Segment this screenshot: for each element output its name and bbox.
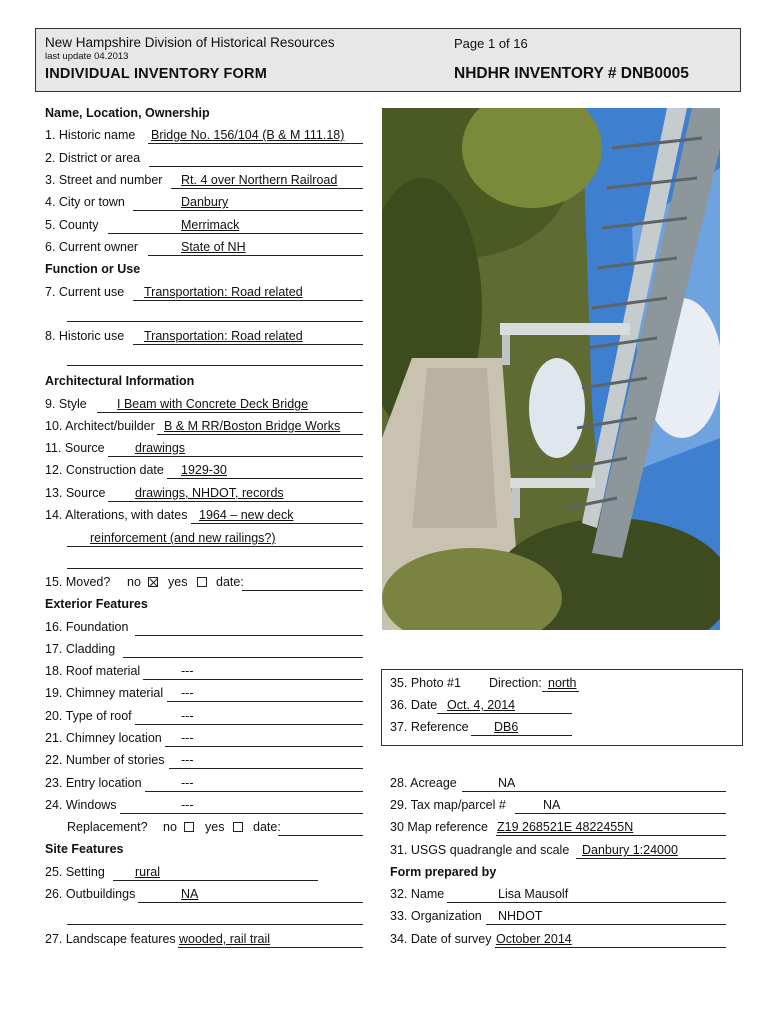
field-label: 31. USGS quadrangle and scale — [390, 843, 570, 857]
direction-value[interactable]: north — [548, 676, 577, 690]
field-value: Oct. 4, 2014 — [447, 698, 516, 712]
field-label: 1. Historic name — [45, 128, 136, 142]
field-current-owner[interactable] — [45, 240, 363, 257]
field-label: 13. Source — [45, 486, 106, 500]
field-acreage[interactable] — [390, 776, 726, 793]
field-value: Danbury 1:24000 — [582, 843, 678, 857]
field-preparer-name[interactable] — [390, 887, 726, 904]
field-value: NA — [181, 887, 199, 901]
field-value: wooded, rail trail — [179, 932, 271, 946]
field-architect[interactable] — [45, 419, 363, 436]
field-label: 11. Source — [45, 441, 105, 455]
field-label: 5. County — [45, 218, 99, 232]
section-architectural: Architectural Information — [45, 374, 195, 388]
field-setting[interactable] — [45, 865, 363, 882]
field-moved — [45, 575, 363, 592]
field-historic-use-cont[interactable] — [67, 350, 363, 367]
field-label: 16. Foundation — [45, 620, 129, 634]
field-value: NA — [498, 776, 516, 790]
field-value: 1964 – new deck — [199, 508, 294, 522]
section-site: Site Features — [45, 842, 124, 856]
field-type-of-roof[interactable] — [45, 709, 363, 726]
replacement-yes-checkbox[interactable] — [233, 822, 243, 832]
field-value: rural — [135, 865, 161, 879]
field-value: October 2014 — [496, 932, 572, 946]
field-value: --- — [181, 776, 194, 790]
field-label: 6. Current owner — [45, 240, 139, 254]
field-outbuildings-cont[interactable] — [67, 909, 363, 926]
form-header — [35, 28, 741, 92]
field-label: 32. Name — [390, 887, 445, 901]
inventory-number: NHDHR INVENTORY # DNB0005 — [454, 65, 689, 82]
field-label: 26. Outbuildings — [45, 887, 136, 901]
field-windows-replacement — [67, 820, 363, 837]
last-update: last update 04.2013 — [45, 51, 129, 62]
field-street[interactable] — [45, 173, 363, 190]
section-prepared-by: Form prepared by — [390, 865, 497, 879]
field-value: --- — [181, 753, 194, 767]
field-organization[interactable] — [390, 909, 726, 926]
field-label: 27. Landscape features — [45, 932, 176, 946]
replacement-yes-label: yes — [205, 820, 225, 834]
field-chimney-material[interactable] — [45, 686, 363, 703]
field-roof-material[interactable] — [45, 664, 363, 681]
field-value: Lisa Mausolf — [498, 887, 569, 901]
field-label: 35. Photo #1 — [390, 676, 461, 690]
field-value: Merrimack — [181, 218, 240, 232]
field-label: 33. Organization — [390, 909, 482, 923]
field-value: drawings, NHDOT, records — [135, 486, 284, 500]
field-value: --- — [181, 709, 194, 723]
replacement-no-checkbox[interactable] — [184, 822, 194, 832]
replacement-label: Replacement? — [67, 820, 148, 834]
field-value: --- — [181, 686, 194, 700]
field-label: 25. Setting — [45, 865, 105, 879]
field-value: Transportation: Road related — [144, 329, 303, 343]
field-label: 18. Roof material — [45, 664, 141, 678]
field-label: 34. Date of survey — [390, 932, 492, 946]
field-current-use-cont[interactable] — [67, 306, 363, 323]
field-value: Transportation: Road related — [144, 285, 303, 299]
page-number: Page 1 of 16 — [454, 36, 528, 51]
field-foundation[interactable] — [45, 620, 363, 637]
field-number-of-stories[interactable] — [45, 753, 363, 770]
field-value: drawings — [135, 441, 186, 455]
field-label: 15. Moved? — [45, 575, 111, 589]
field-value: I Beam with Concrete Deck Bridge — [117, 397, 309, 411]
section-name-location: Name, Location, Ownership — [45, 106, 210, 120]
replacement-date-input[interactable] — [278, 820, 363, 836]
field-value: B & M RR/Boston Bridge Works — [164, 419, 341, 433]
field-value: --- — [181, 664, 194, 678]
field-label: 8. Historic use — [45, 329, 125, 343]
replacement-date-label: date: — [253, 820, 281, 834]
field-label: 4. City or town — [45, 195, 125, 209]
field-construction-date[interactable] — [45, 463, 363, 480]
moved-yes-checkbox[interactable] — [197, 577, 207, 587]
field-map-reference[interactable] — [390, 820, 726, 837]
field-historic-name[interactable] — [45, 128, 363, 145]
field-label: 22. Number of stories — [45, 753, 165, 767]
field-label: 3. Street and number — [45, 173, 163, 187]
moved-no-label: no — [127, 575, 141, 589]
field-label: 12. Construction date — [45, 463, 164, 477]
field-label: 9. Style — [45, 397, 87, 411]
field-label: 17. Cladding — [45, 642, 116, 656]
field-entry-location[interactable] — [45, 776, 363, 793]
agency-name: New Hampshire Division of Historical Resources — [45, 35, 335, 50]
field-value: --- — [181, 731, 194, 745]
field-label: 19. Chimney material — [45, 686, 164, 700]
field-reference[interactable] — [390, 720, 735, 737]
direction-label: Direction: — [489, 676, 542, 690]
field-value: DB6 — [494, 720, 519, 734]
field-source-1[interactable] — [45, 441, 363, 458]
field-label: 23. Entry location — [45, 776, 142, 790]
field-windows[interactable] — [45, 798, 363, 815]
field-label: 37. Reference — [390, 720, 469, 734]
field-district[interactable] — [45, 151, 363, 168]
field-alterations-cont[interactable] — [67, 531, 363, 548]
field-label: 7. Current use — [45, 285, 125, 299]
field-label: 14. Alterations, with dates — [45, 508, 188, 522]
moved-no-checkbox[interactable] — [148, 577, 158, 587]
field-value: Bridge No. 156/104 (B & M 111.18) — [151, 128, 345, 142]
field-label: 2. District or area — [45, 151, 141, 165]
field-value: NHDOT — [498, 909, 543, 923]
field-label: 36. Date — [390, 698, 438, 712]
replacement-no-label: no — [163, 820, 177, 834]
field-usgs-quadrangle[interactable] — [390, 843, 726, 860]
field-landscape[interactable] — [45, 932, 363, 949]
field-source-2[interactable] — [45, 486, 363, 503]
field-label: 21. Chimney location — [45, 731, 162, 745]
field-label: 30 Map reference — [390, 820, 488, 834]
field-alterations-cont-2[interactable] — [67, 553, 363, 570]
field-value: NA — [543, 798, 561, 812]
field-outbuildings[interactable] — [45, 887, 363, 904]
form-title: INDIVIDUAL INVENTORY FORM — [45, 66, 267, 82]
field-tax-map[interactable] — [390, 798, 726, 815]
field-city[interactable] — [45, 195, 363, 212]
moved-date-label: date: — [216, 575, 244, 589]
field-cladding[interactable] — [45, 642, 363, 659]
field-label: 29. Tax map/parcel # — [390, 798, 506, 812]
field-current-use[interactable] — [45, 285, 363, 302]
field-photo-number — [390, 676, 735, 693]
moved-date-input[interactable] — [242, 575, 363, 591]
field-historic-use[interactable] — [45, 329, 363, 346]
field-value: reinforcement (and new railings?) — [90, 531, 276, 545]
field-value: 1929-30 — [181, 463, 227, 477]
field-label: 24. Windows — [45, 798, 117, 812]
field-photo-date[interactable] — [390, 698, 735, 715]
section-exterior: Exterior Features — [45, 597, 148, 611]
field-value: Danbury — [181, 195, 229, 209]
field-value: State of NH — [181, 240, 246, 254]
field-style[interactable] — [45, 397, 363, 414]
field-county[interactable] — [45, 218, 363, 235]
field-label: 10. Architect/builder — [45, 419, 155, 433]
bridge-photo-image — [382, 108, 720, 630]
field-value: Z19 268521E 4822455N — [497, 820, 634, 834]
field-chimney-location[interactable] — [45, 731, 363, 748]
moved-yes-label: yes — [168, 575, 188, 589]
section-function: Function or Use — [45, 262, 141, 276]
bridge-photo — [382, 108, 720, 630]
field-label: 20. Type of roof — [45, 709, 132, 723]
field-date-of-survey[interactable] — [390, 932, 726, 949]
field-value: Rt. 4 over Northern Railroad — [181, 173, 338, 187]
field-label: 28. Acreage — [390, 776, 457, 790]
field-value: --- — [181, 798, 194, 812]
field-alterations[interactable] — [45, 508, 363, 525]
